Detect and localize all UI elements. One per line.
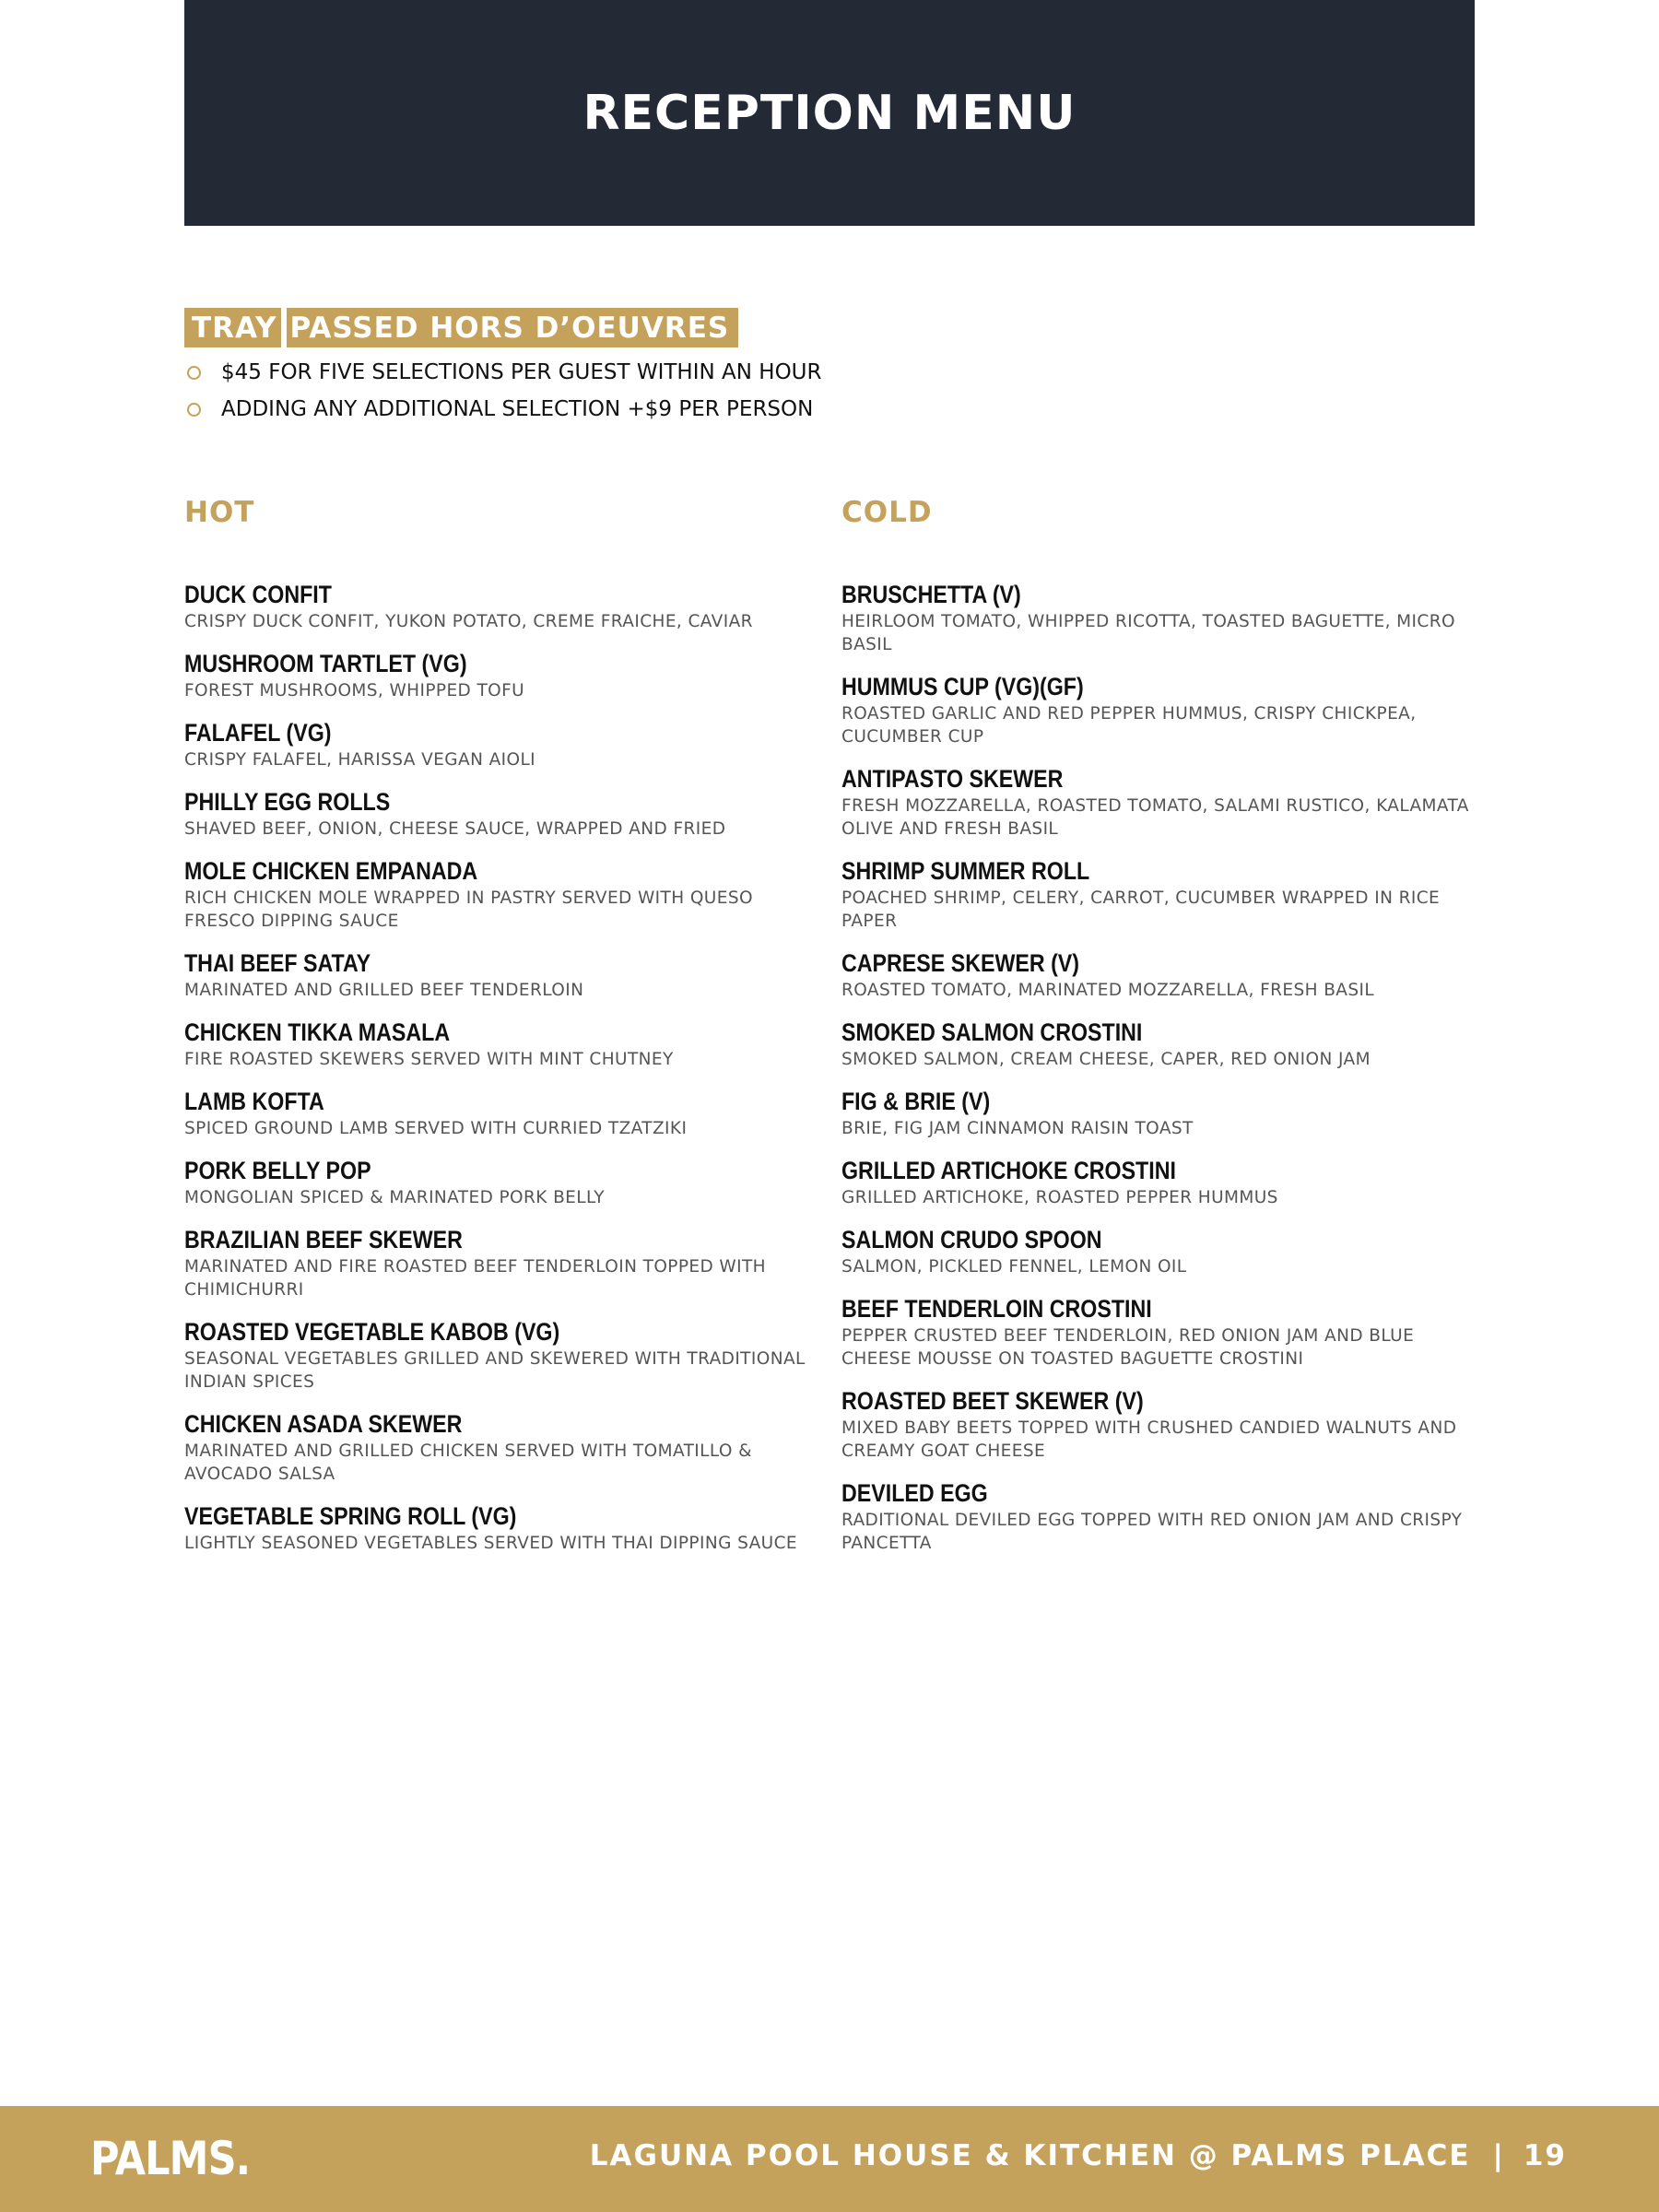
menu-item — [841, 855, 1477, 933]
section-heading-divider — [281, 308, 287, 347]
menu-item-description: HEIRLOOM TOMATO, WHIPPED RICOTTA, TOASTED BAGUETTE, MICRO BASIL — [841, 612, 1455, 654]
menu-item-description: SPICED GROUND LAMB SERVED WITH CURRIED TZATZIKI — [184, 1119, 688, 1138]
menu-item-name: LAMB KOFTA — [184, 1088, 324, 1115]
menu-item-description: RICH CHICKEN MOLE WRAPPED IN PASTRY SERVED WITH QUESO FRESCO DIPPING SAUCE — [184, 888, 753, 931]
menu-item-description: SEASONAL VEGETABLES GRILLED AND SKEWERED WITH TRADITIONAL INDIAN SPICES — [184, 1349, 806, 1392]
menu-item-description: CRISPY FALAFEL, HARISSA VEGAN AIOLI — [184, 750, 536, 770]
menu-item — [184, 1155, 820, 1209]
menu-item-description: MONGOLIAN SPICED & MARINATED PORK BELLY — [184, 1188, 605, 1207]
menu-item-name: DEVILED EGG — [841, 1479, 988, 1507]
palms-logo: PALMS. — [90, 2132, 251, 2185]
hot-item-list — [184, 579, 820, 1555]
cold-column — [841, 494, 1477, 1570]
menu-item — [184, 717, 820, 771]
menu-item-description: FRESH MOZZARELLA, ROASTED TOMATO, SALAMI RUSTICO, KALAMATA OLIVE AND FRESH BASIL — [841, 796, 1469, 839]
footer-caption — [590, 2139, 1567, 2172]
menu-item-description: SMOKED SALMON, CREAM CHEESE, CAPER, RED ONION JAM — [841, 1050, 1371, 1069]
header-band — [184, 0, 1475, 226]
cold-item-list — [841, 579, 1477, 1555]
menu-item-name: PORK BELLY POP — [184, 1157, 371, 1184]
menu-item — [841, 947, 1477, 1002]
menu-item-name: ROASTED BEET SKEWER (V) — [841, 1387, 1144, 1415]
menu-item — [184, 1500, 820, 1555]
menu-item-description: MARINATED AND GRILLED BEEF TENDERLOIN — [184, 981, 584, 1000]
pricing-list — [184, 354, 822, 428]
menu-item — [184, 579, 820, 633]
menu-item-description: PEPPER CRUSTED BEEF TENDERLOIN, RED ONION JAM AND BLUE CHEESE MOUSSE ON TOASTED BAGUETTE CROSTINI — [841, 1326, 1415, 1369]
page-number: 19 — [1523, 2139, 1567, 2172]
menu-item — [841, 1086, 1477, 1140]
section-heading-part2: PASSED HORS D’OEUVRES — [289, 311, 730, 345]
section-heading-part1: TRAY — [192, 311, 277, 345]
menu-item-name: BRUSCHETTA (V) — [841, 581, 1021, 608]
menu-item-name: DUCK CONFIT — [184, 581, 332, 608]
menu-item-name: SALMON CRUDO SPOON — [841, 1226, 1102, 1253]
menu-item-name: FIG & BRIE (V) — [841, 1088, 991, 1115]
menu-item-name: BRAZILIAN BEEF SKEWER — [184, 1226, 463, 1253]
section-heading-tag — [184, 308, 738, 347]
menu-item-name: BEEF TENDERLOIN CROSTINI — [841, 1295, 1152, 1323]
menu-item — [841, 671, 1477, 748]
menu-item — [841, 1385, 1477, 1463]
menu-item — [184, 786, 820, 841]
menu-item — [841, 1017, 1477, 1071]
menu-item-name: SMOKED SALMON CROSTINI — [841, 1018, 1143, 1046]
menu-item-description: POACHED SHRIMP, CELERY, CARROT, CUCUMBER WRAPPED IN RICE PAPER — [841, 888, 1441, 931]
menu-item — [184, 1224, 820, 1301]
menu-item — [184, 1316, 820, 1394]
menu-item-description: SALMON, PICKLED FENNEL, LEMON OIL — [841, 1257, 1187, 1277]
menu-item-description: FOREST MUSHROOMS, WHIPPED TOFU — [184, 681, 525, 700]
menu-item-description: ROASTED TOMATO, MARINATED MOZZARELLA, FRESH BASIL — [841, 981, 1375, 1000]
menu-item-description: MARINATED AND FIRE ROASTED BEEF TENDERLOIN TOPPED WITH CHIMICHURRI — [184, 1257, 766, 1300]
menu-item-name: ANTIPASTO SKEWER — [841, 765, 1064, 793]
menu-item-name: CAPRESE SKEWER (V) — [841, 949, 1080, 977]
pricing-item-text: ADDING ANY ADDITIONAL SELECTION +$9 PER PERSON — [221, 397, 814, 421]
menu-item — [841, 763, 1477, 841]
menu-item — [841, 579, 1477, 656]
pricing-item-text: $45 FOR FIVE SELECTIONS PER GUEST WITHIN AN HOUR — [221, 360, 822, 384]
hot-column — [184, 494, 820, 1570]
menu-item — [841, 1477, 1477, 1555]
menu-item-name: THAI BEEF SATAY — [184, 949, 371, 977]
menu-item-name: CHICKEN ASADA SKEWER — [184, 1410, 463, 1438]
menu-item-description: SHAVED BEEF, ONION, CHEESE SAUCE, WRAPPED AND FRIED — [184, 819, 726, 839]
menu-item-name: GRILLED ARTICHOKE CROSTINI — [841, 1157, 1176, 1184]
menu-item — [184, 1017, 820, 1071]
menu-item-name: MUSHROOM TARTLET (VG) — [184, 650, 467, 677]
menu-item-name: ROASTED VEGETABLE KABOB (VG) — [184, 1318, 560, 1346]
menu-item-description: MIXED BABY BEETS TOPPED WITH CRUSHED CANDIED WALNUTS AND CREAMY GOAT CHEESE — [841, 1418, 1457, 1461]
bullet-circle-icon — [187, 403, 201, 417]
bullet-circle-icon — [187, 366, 201, 380]
menu-item-name: SHRIMP SUMMER ROLL — [841, 857, 1090, 885]
hot-column-title: HOT — [184, 496, 255, 529]
venue-name: LAGUNA POOL HOUSE & KITCHEN @ PALMS PLACE — [589, 2139, 1471, 2172]
footer-band — [0, 2106, 1659, 2212]
menu-item-description: GRILLED ARTICHOKE, ROASTED PEPPER HUMMUS — [841, 1188, 1278, 1207]
menu-item-description: FIRE ROASTED SKEWERS SERVED WITH MINT CHUTNEY — [184, 1050, 674, 1069]
menu-item-name: CHICKEN TIKKA MASALA — [184, 1018, 451, 1046]
menu-item-description: ROASTED GARLIC AND RED PEPPER HUMMUS, CRISPY CHICKPEA, CUCUMBER CUP — [841, 704, 1417, 747]
cold-column-title: COLD — [841, 496, 933, 529]
menu-item-description: CRISPY DUCK CONFIT, YUKON POTATO, CREME FRAICHE, CAVIAR — [184, 612, 753, 631]
menu-item — [184, 947, 820, 1002]
menu-item-name: PHILLY EGG ROLLS — [184, 788, 391, 816]
menu-item — [184, 1408, 820, 1486]
page-title: RECEPTION MENU — [582, 85, 1077, 141]
menu-item-description: BRIE, FIG JAM CINNAMON RAISIN TOAST — [841, 1119, 1194, 1138]
menu-item — [184, 855, 820, 933]
menu-item — [184, 1086, 820, 1140]
menu-item-name: MOLE CHICKEN EMPANADA — [184, 857, 478, 885]
menu-item-name: HUMMUS CUP (VG)(GF) — [841, 673, 1084, 700]
menu-item — [841, 1293, 1477, 1371]
menu-item — [184, 648, 820, 702]
menu-item-description: LIGHTLY SEASONED VEGETABLES SERVED WITH THAI DIPPING SAUCE — [184, 1534, 797, 1553]
menu-item-description: RADITIONAL DEVILED EGG TOPPED WITH RED ONION JAM AND CRISPY PANCETTA — [841, 1511, 1463, 1553]
menu-item-description: MARINATED AND GRILLED CHICKEN SERVED WITH TOMATILLO & AVOCADO SALSA — [184, 1441, 752, 1484]
menu-item — [841, 1224, 1477, 1278]
menu-item-name: FALAFEL (VG) — [184, 719, 332, 747]
pricing-item — [184, 391, 822, 428]
pricing-item — [184, 354, 822, 391]
menu-item-name: VEGETABLE SPRING ROLL (VG) — [184, 1502, 517, 1530]
footer-separator: | — [1492, 2139, 1505, 2172]
menu-item — [841, 1155, 1477, 1209]
